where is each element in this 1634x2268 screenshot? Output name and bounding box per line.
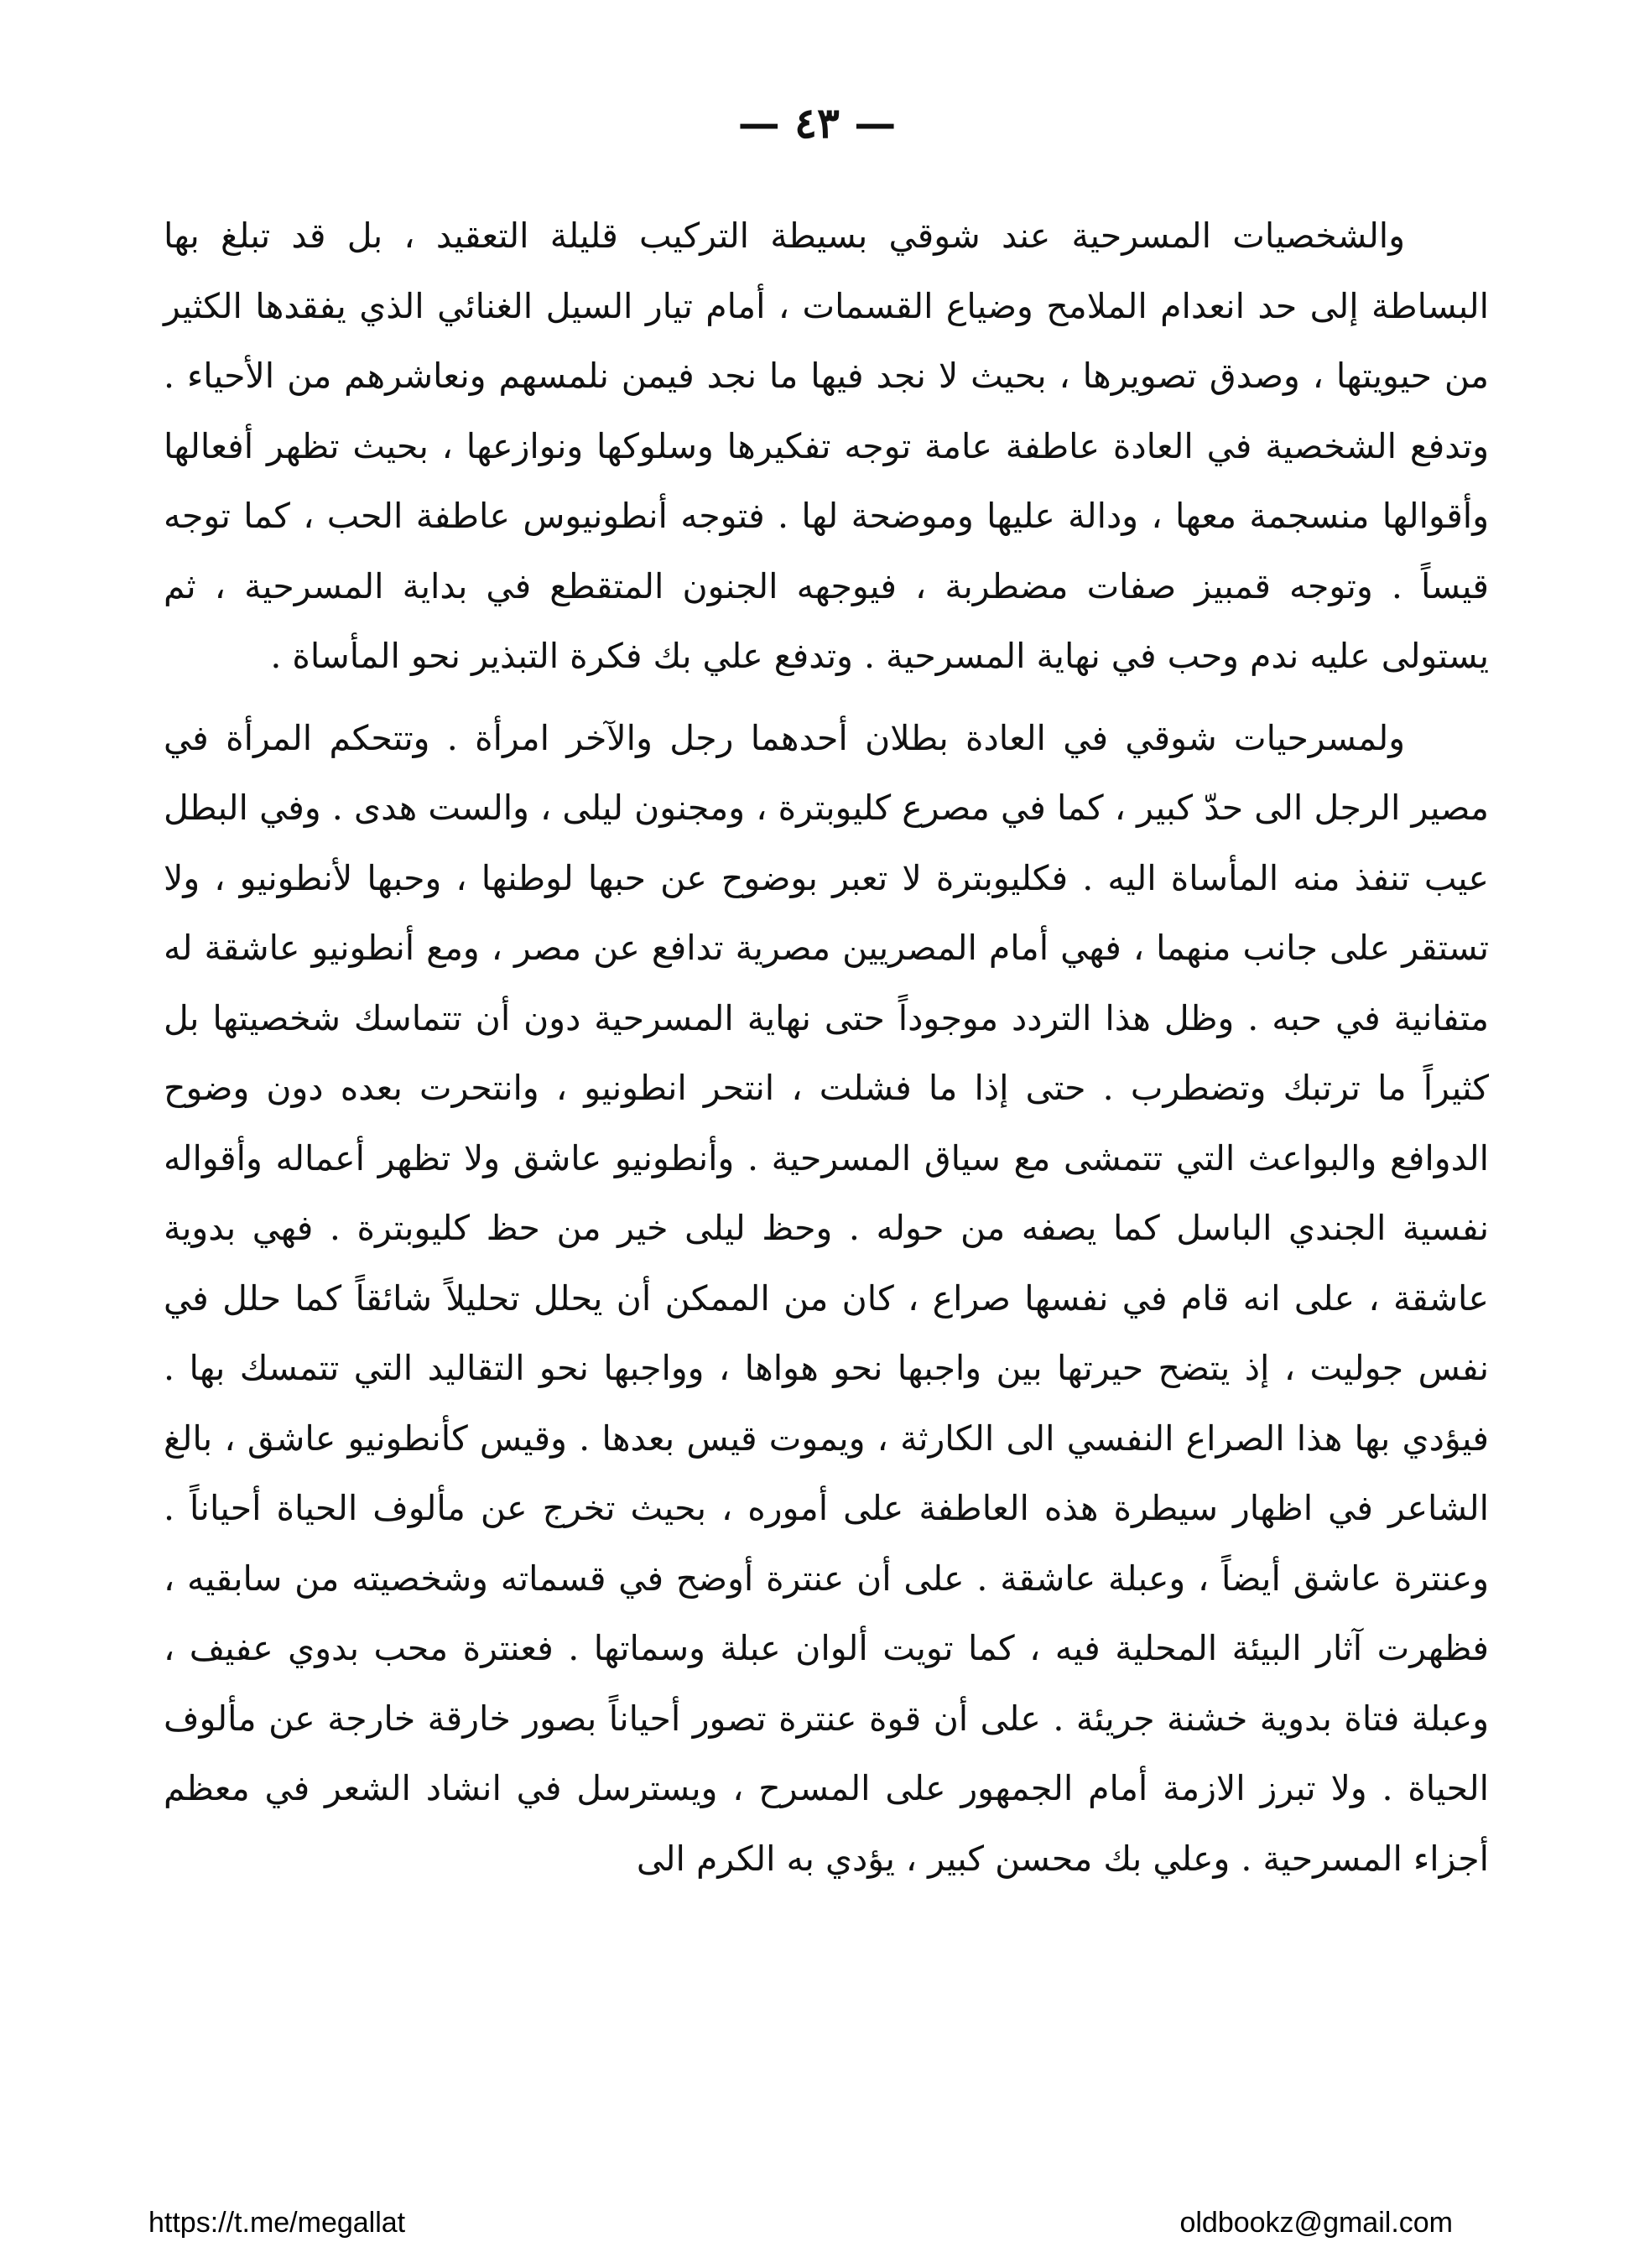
- paragraph: ولمسرحيات شوقي في العادة بطلان أحدهما رجل والآخر امرأة . وتتحكم المرأة في مصير الرجل الى حدّ كبير ، كما في مصرع كليوبترة ، ومجنون ليلى ، والست هدى . وفي البطل عيب تنفذ منه المأساة اليه . فكليوبترة لا تعبر بوضوح عن حبها لوطنها ، وحبها لأنطونيو ، ولا تستقر على جانب منهما ، فهي أمام المصريين مصرية تدافع عن مصر ، ومع أنطونيو عاشقة له متفانية في حبه . وظل هذا التردد موجوداً حتى نهاية المسرحية دون أن تتماسك شخصيتها بل كثيراً ما ترتبك وتضطرب . حتى إذا ما فشلت ، انتحر انطونيو ، وانتحرت بعده دون وضوح الدوافع والبواعث التي تتمشى مع سياق المسرحية . وأنطونيو عاشق ولا تظهر أعماله وأقواله نفسية الجندي الباسل كما يصفه من حوله . وحظ ليلى خير من حظ كليوبترة . فهي بدوية عاشقة ، على انه قام في نفسها صراع ، كان من الممكن أن يحلل تحليلاً شائقاً كما حلل في نفس جوليت ، إذ يتضح حيرتها بين واجبها نحو هواها ، وواجبها نحو التقاليد التي تتمسك بها . فيؤدي بها هذا الصراع النفسي الى الكارثة ، ويموت قيس بعدها . وقيس كأنطونيو عاشق ، بالغ الشاعر في اظهار سيطرة هذه العاطفة على أموره ، بحيث تخرج عن مألوف الحياة أحياناً . وعنترة عاشق أيضاً ، وعبلة عاشقة . على أن عنترة أوضح في قسماته وشخصيته من سابقيه ، فظهرت آثار البيئة المحلية فيه ، كما تويت ألوان عبلة وسماتها . فعنترة محب بدوي عفيف ، وعبلة فتاة بدوية خشنة جريئة . على أن قوة عنترة تصور أحياناً بصور خارقة خارجة عن مألوف الحياة . ولا تبرز الازمة أمام الجمهور على المسرح ، ويسترسل في انشاد الشعر في معظم أجزاء المسرحية . وعلي بك محسن كبير ، يؤدي به الكرم الى: [164, 717, 1489, 1879]
- page-number: — ٤٣ —: [737, 98, 897, 148]
- body-text: [164, 201, 1489, 1894]
- telegram-link: https://t.me/megallat: [148, 2207, 406, 2239]
- paragraph: والشخصيات المسرحية عند شوقي بسيطة التركيب قليلة التعقيد ، بل قد تبلغ بها البساطة إلى حد انعدام الملامح وضياع القسمات ، أمام تيار السيل الغنائي الذي يفقدها الكثير من حيويتها ، وصدق تصويرها ، بحيث لا نجد فيها ما نجد فيمن نلمسهم ونعاشرهم من الأحياء . وتدفع الشخصية في العادة عاطفة عامة توجه تفكيرها وسلوكها ونوازعها ، بحيث تظهر أفعالها وأقوالها منسجمة معها ، ودالة عليها وموضحة لها . فتوجه أنطونيوس عاطفة الحب ، كما توجه قيساً . وتوجه قمبيز صفات مضطربة ، فيوجهه الجنون المتقطع في بداية المسرحية ، ثم يستولى عليه ندم وحب في نهاية المسرحية . وتدفع علي بك فكرة التبذير نحو المأساة .: [164, 216, 1489, 676]
- email-address: oldbookz@gmail.com: [1179, 2207, 1453, 2239]
